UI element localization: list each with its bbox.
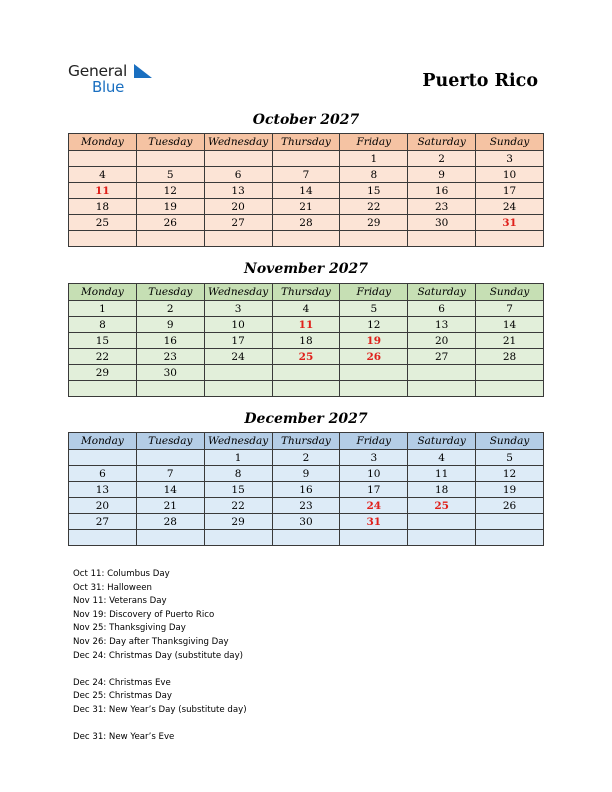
week-row bbox=[69, 167, 544, 183]
weekday-header: Wednesday bbox=[204, 284, 272, 301]
day-cell: 14 bbox=[272, 183, 340, 199]
weekday-header: Saturday bbox=[408, 284, 476, 301]
week-row bbox=[69, 482, 544, 498]
day-cell: 19 bbox=[136, 199, 204, 215]
holiday-entry: Dec 24: Christmas Day (substitute day) bbox=[73, 650, 244, 661]
day-cell: 13 bbox=[204, 183, 272, 199]
day-cell: 19 bbox=[340, 333, 408, 349]
day-cell: 17 bbox=[204, 333, 272, 349]
weekday-header: Thursday bbox=[272, 284, 340, 301]
day-cell: 5 bbox=[476, 450, 544, 466]
day-cell: 31 bbox=[476, 215, 544, 231]
day-cell: 6 bbox=[408, 301, 476, 317]
day-cell: 27 bbox=[69, 514, 137, 530]
day-cell: 12 bbox=[340, 317, 408, 333]
day-cell: 9 bbox=[272, 466, 340, 482]
day-cell: 21 bbox=[272, 199, 340, 215]
holiday-entry: Oct 11: Columbus Day bbox=[73, 569, 170, 579]
day-cell: 27 bbox=[408, 349, 476, 365]
day-cell bbox=[136, 231, 204, 247]
holiday-entry: Dec 31: New Year’s Day (substitute day) bbox=[73, 704, 247, 715]
week-row bbox=[69, 498, 544, 514]
day-cell bbox=[340, 530, 408, 546]
day-cell: 11 bbox=[272, 317, 340, 333]
day-cell bbox=[408, 514, 476, 530]
weekday-header: Wednesday bbox=[204, 134, 272, 151]
holiday-group-spacer bbox=[73, 718, 247, 732]
weekday-header: Monday bbox=[69, 284, 137, 301]
holiday-entry: Nov 25: Thanksgiving Day bbox=[73, 623, 186, 634]
day-cell: 25 bbox=[69, 215, 137, 231]
week-row bbox=[69, 450, 544, 466]
day-cell: 18 bbox=[272, 333, 340, 349]
calendar-october bbox=[68, 133, 544, 247]
day-cell: 2 bbox=[136, 301, 204, 317]
calendar-december bbox=[68, 432, 544, 546]
week-row bbox=[69, 349, 544, 365]
day-cell: 29 bbox=[204, 514, 272, 530]
day-cell: 29 bbox=[69, 365, 137, 381]
logo-triangle-icon bbox=[134, 64, 154, 78]
weekday-header: Friday bbox=[340, 433, 408, 450]
day-cell: 28 bbox=[136, 514, 204, 530]
weekday-header: Monday bbox=[69, 433, 137, 450]
day-cell bbox=[476, 231, 544, 247]
day-cell bbox=[476, 514, 544, 530]
day-cell bbox=[272, 231, 340, 247]
weekday-header: Thursday bbox=[272, 134, 340, 151]
day-cell: 1 bbox=[204, 450, 272, 466]
weekday-header: Sunday bbox=[476, 284, 544, 301]
week-row bbox=[69, 333, 544, 349]
day-cell: 6 bbox=[69, 466, 137, 482]
weekday-header-row bbox=[69, 284, 544, 301]
weekday-header-row bbox=[69, 134, 544, 151]
day-cell: 25 bbox=[272, 349, 340, 365]
day-cell: 20 bbox=[204, 199, 272, 215]
day-cell: 17 bbox=[340, 482, 408, 498]
day-cell: 11 bbox=[408, 466, 476, 482]
day-cell: 9 bbox=[408, 167, 476, 183]
weekday-header: Tuesday bbox=[136, 284, 204, 301]
day-cell: 19 bbox=[476, 482, 544, 498]
day-cell bbox=[272, 530, 340, 546]
day-cell: 4 bbox=[69, 167, 137, 183]
day-cell: 8 bbox=[204, 466, 272, 482]
day-cell: 21 bbox=[136, 498, 204, 514]
day-cell: 8 bbox=[69, 317, 137, 333]
day-cell: 3 bbox=[340, 450, 408, 466]
day-cell: 18 bbox=[408, 482, 476, 498]
day-cell: 2 bbox=[272, 450, 340, 466]
day-cell bbox=[204, 365, 272, 381]
day-cell: 15 bbox=[340, 183, 408, 199]
holiday-group-spacer bbox=[73, 663, 247, 677]
day-cell bbox=[408, 365, 476, 381]
day-cell bbox=[69, 151, 137, 167]
day-cell bbox=[408, 530, 476, 546]
day-cell: 26 bbox=[476, 498, 544, 514]
weekday-header: Tuesday bbox=[136, 134, 204, 151]
day-cell bbox=[204, 381, 272, 397]
day-cell: 31 bbox=[340, 514, 408, 530]
week-row bbox=[69, 381, 544, 397]
day-cell bbox=[408, 231, 476, 247]
holiday-list bbox=[73, 568, 247, 745]
day-cell bbox=[69, 381, 137, 397]
day-cell bbox=[340, 381, 408, 397]
weekday-header: Friday bbox=[340, 284, 408, 301]
holiday-entry: Dec 24: Christmas Eve bbox=[73, 677, 171, 688]
week-row bbox=[69, 215, 544, 231]
day-cell bbox=[204, 231, 272, 247]
week-row bbox=[69, 365, 544, 381]
day-cell: 13 bbox=[69, 482, 137, 498]
day-cell: 1 bbox=[340, 151, 408, 167]
weekday-header-row bbox=[69, 433, 544, 450]
weekday-header: Wednesday bbox=[204, 433, 272, 450]
day-cell: 5 bbox=[136, 167, 204, 183]
weekday-header: Thursday bbox=[272, 433, 340, 450]
day-cell: 15 bbox=[69, 333, 137, 349]
day-cell: 14 bbox=[136, 482, 204, 498]
day-cell: 10 bbox=[204, 317, 272, 333]
day-cell: 22 bbox=[204, 498, 272, 514]
day-cell: 15 bbox=[204, 482, 272, 498]
day-cell: 16 bbox=[272, 482, 340, 498]
generalblue-logo bbox=[68, 62, 168, 96]
weekday-header: Friday bbox=[340, 134, 408, 151]
month-title-december: December 2027 bbox=[244, 411, 368, 427]
week-row bbox=[69, 151, 544, 167]
holiday-entry: Nov 26: Day after Thanksgiving Day bbox=[73, 636, 229, 647]
day-cell bbox=[204, 151, 272, 167]
day-cell: 20 bbox=[408, 333, 476, 349]
day-cell: 23 bbox=[136, 349, 204, 365]
day-cell bbox=[69, 231, 137, 247]
day-cell: 7 bbox=[136, 466, 204, 482]
day-cell: 23 bbox=[272, 498, 340, 514]
holiday-entry: Nov 19: Discovery of Puerto Rico bbox=[73, 609, 215, 620]
day-cell bbox=[476, 381, 544, 397]
week-row bbox=[69, 514, 544, 530]
day-cell: 1 bbox=[69, 301, 137, 317]
day-cell: 16 bbox=[408, 183, 476, 199]
day-cell bbox=[136, 530, 204, 546]
day-cell: 9 bbox=[136, 317, 204, 333]
month-title-november: November 2027 bbox=[244, 261, 368, 277]
day-cell: 27 bbox=[204, 215, 272, 231]
day-cell bbox=[69, 530, 137, 546]
day-cell: 30 bbox=[272, 514, 340, 530]
day-cell: 26 bbox=[136, 215, 204, 231]
day-cell: 8 bbox=[340, 167, 408, 183]
day-cell bbox=[272, 365, 340, 381]
holiday-entry: Oct 31: Halloween bbox=[73, 582, 152, 593]
day-cell bbox=[340, 231, 408, 247]
day-cell: 7 bbox=[272, 167, 340, 183]
day-cell: 22 bbox=[69, 349, 137, 365]
week-row bbox=[69, 183, 544, 199]
holiday-entry: Dec 25: Christmas Day bbox=[73, 691, 172, 702]
day-cell: 5 bbox=[340, 301, 408, 317]
day-cell: 7 bbox=[476, 301, 544, 317]
day-cell bbox=[204, 530, 272, 546]
weekday-header: Sunday bbox=[476, 134, 544, 151]
week-row bbox=[69, 231, 544, 247]
day-cell: 25 bbox=[408, 498, 476, 514]
logo-text-general: General bbox=[68, 62, 127, 80]
day-cell: 26 bbox=[340, 349, 408, 365]
week-row bbox=[69, 466, 544, 482]
day-cell: 30 bbox=[408, 215, 476, 231]
week-row bbox=[69, 301, 544, 317]
day-cell: 22 bbox=[340, 199, 408, 215]
month-title-october: October 2027 bbox=[252, 112, 360, 128]
day-cell: 13 bbox=[408, 317, 476, 333]
weekday-header: Saturday bbox=[408, 433, 476, 450]
day-cell bbox=[136, 450, 204, 466]
day-cell: 24 bbox=[476, 199, 544, 215]
day-cell: 2 bbox=[408, 151, 476, 167]
day-cell: 18 bbox=[69, 199, 137, 215]
day-cell: 20 bbox=[69, 498, 137, 514]
day-cell bbox=[340, 365, 408, 381]
day-cell: 12 bbox=[136, 183, 204, 199]
weekday-header: Monday bbox=[69, 134, 137, 151]
day-cell: 30 bbox=[136, 365, 204, 381]
weekday-header: Sunday bbox=[476, 433, 544, 450]
day-cell: 12 bbox=[476, 466, 544, 482]
day-cell: 4 bbox=[272, 301, 340, 317]
weekday-header: Tuesday bbox=[136, 433, 204, 450]
logo-text-blue: Blue bbox=[92, 78, 124, 96]
week-row bbox=[69, 317, 544, 333]
day-cell: 6 bbox=[204, 167, 272, 183]
country-title: Puerto Rico bbox=[422, 71, 538, 91]
holiday-entry: Dec 31: New Year’s Eve bbox=[73, 732, 175, 743]
calendar-november bbox=[68, 283, 544, 397]
day-cell bbox=[476, 365, 544, 381]
day-cell bbox=[272, 151, 340, 167]
day-cell: 16 bbox=[136, 333, 204, 349]
day-cell: 28 bbox=[272, 215, 340, 231]
day-cell: 10 bbox=[340, 466, 408, 482]
day-cell: 10 bbox=[476, 167, 544, 183]
day-cell: 17 bbox=[476, 183, 544, 199]
day-cell: 4 bbox=[408, 450, 476, 466]
weekday-header: Saturday bbox=[408, 134, 476, 151]
day-cell: 11 bbox=[69, 183, 137, 199]
day-cell: 21 bbox=[476, 333, 544, 349]
day-cell: 3 bbox=[476, 151, 544, 167]
day-cell bbox=[476, 530, 544, 546]
holiday-entry: Nov 11: Veterans Day bbox=[73, 596, 167, 607]
day-cell: 3 bbox=[204, 301, 272, 317]
week-row bbox=[69, 530, 544, 546]
day-cell bbox=[272, 381, 340, 397]
day-cell: 28 bbox=[476, 349, 544, 365]
week-row bbox=[69, 199, 544, 215]
day-cell bbox=[136, 151, 204, 167]
day-cell bbox=[69, 450, 137, 466]
day-cell bbox=[136, 381, 204, 397]
day-cell: 24 bbox=[204, 349, 272, 365]
day-cell: 23 bbox=[408, 199, 476, 215]
day-cell: 14 bbox=[476, 317, 544, 333]
day-cell: 24 bbox=[340, 498, 408, 514]
day-cell bbox=[408, 381, 476, 397]
day-cell: 29 bbox=[340, 215, 408, 231]
